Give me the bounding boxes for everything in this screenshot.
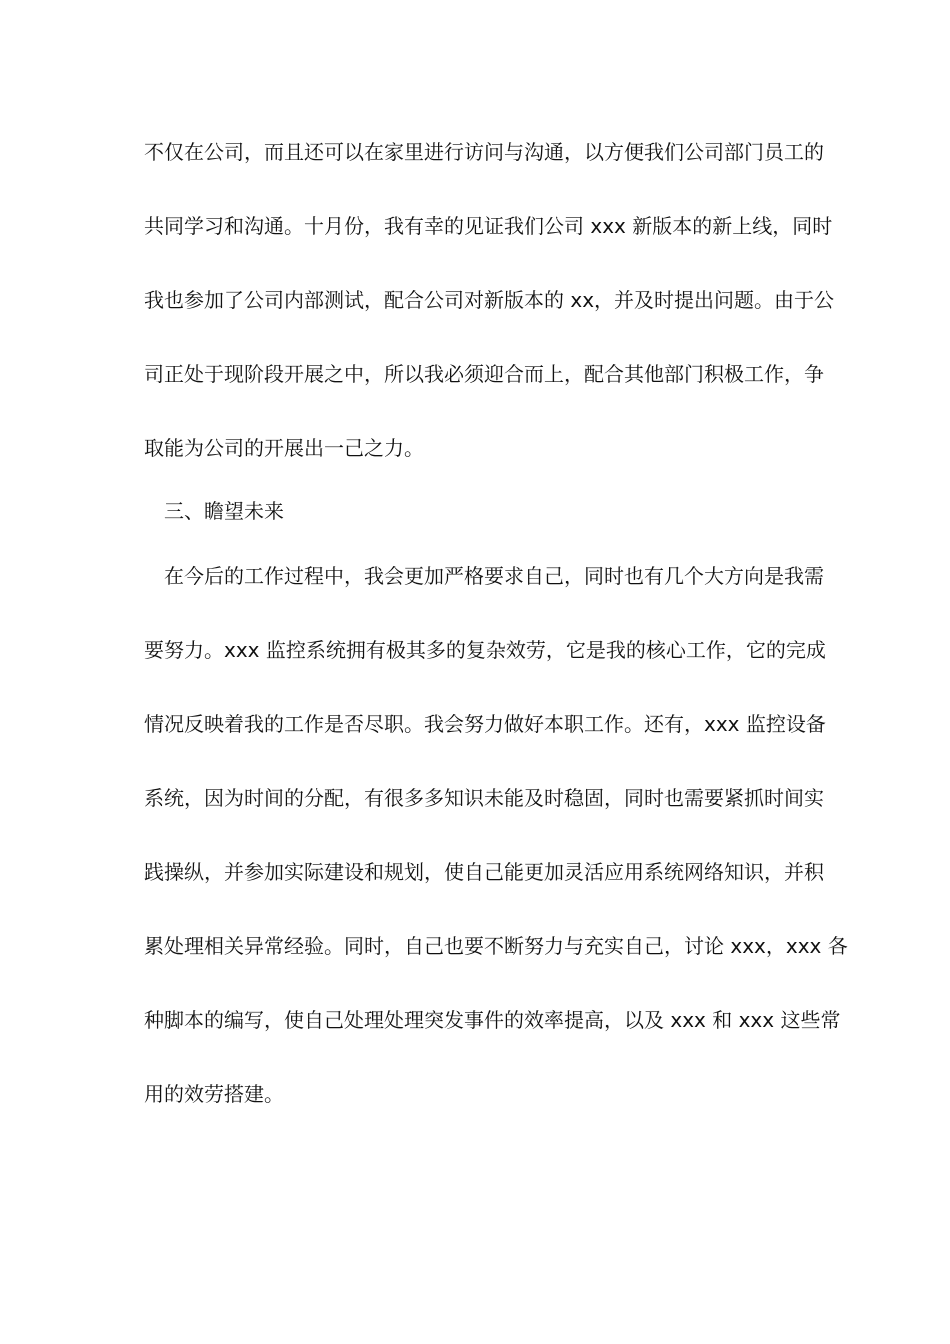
paragraph-line: 共同学习和沟通。十月份，我有幸的见证我们公司 xxx 新版本的新上线，同时 [144,214,833,238]
paragraph-line: 践操纵，并参加实际建设和规划，使自己能更加灵活应用系统网络知识，并积 [144,860,824,884]
paragraph-line: 用的效劳搭建。 [144,1082,284,1106]
section-heading: 三、瞻望未来 [164,499,284,523]
paragraph-line: 累处理相关异常经验。同时，自己也要不断努力与充实自己，讨论 xxx，xxx 各 [144,934,848,958]
paragraph-line: 在今后的工作过程中，我会更加严格要求自己，同时也有几个大方向是我需 [164,564,824,588]
paragraph-line: 不仅在公司，而且还可以在家里进行访问与沟通，以方便我们公司部门员工的 [144,140,824,164]
paragraph-line: 要努力。xxx 监控系统拥有极其多的复杂效劳，它是我的核心工作，它的完成 [144,638,826,662]
paragraph-line: 情况反映着我的工作是否尽职。我会努力做好本职工作。还有，xxx 监控设备 [144,712,826,736]
paragraph-line: 取能为公司的开展出一己之力。 [144,436,424,460]
paragraph-line: 系统，因为时间的分配，有很多多知识未能及时稳固，同时也需要紧抓时间实 [144,786,824,810]
paragraph-line: 种脚本的编写，使自己处理处理突发事件的效率提高，以及 xxx 和 xxx 这些常 [144,1008,841,1032]
paragraph-line: 我也参加了公司内部测试，配合公司对新版本的 xx，并及时提出问题。由于公 [144,288,835,312]
paragraph-line: 司正处于现阶段开展之中，所以我必须迎合而上，配合其他部门积极工作，争 [144,362,824,386]
